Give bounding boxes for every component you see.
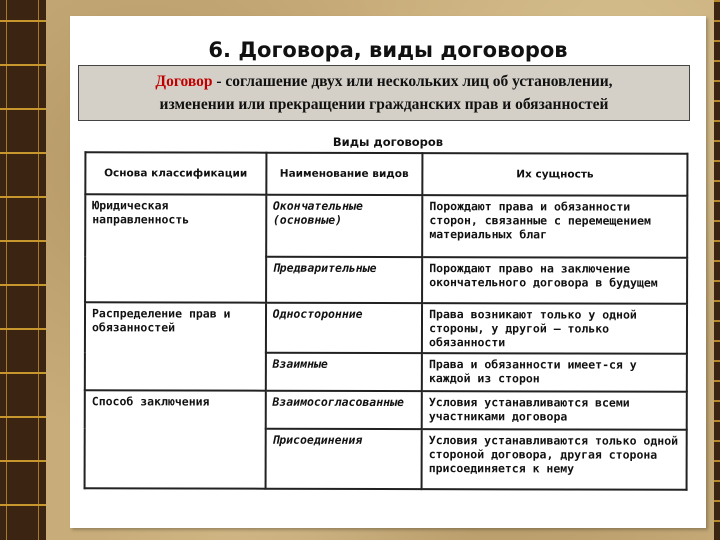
decorative-left-border bbox=[0, 0, 46, 540]
column-header-basis: Основа классификации bbox=[85, 152, 266, 194]
table-row bbox=[85, 194, 687, 258]
column-header-kind: Наименование видов bbox=[266, 153, 423, 195]
basis-cell: Юридическая направленность bbox=[85, 194, 266, 302]
basis-cell: Распределение прав и обязанностей bbox=[85, 302, 266, 390]
essence-cell: Условия устанавливаются только одной стороной договора, другая сторона присоединяется к нему bbox=[422, 429, 687, 490]
slide bbox=[70, 16, 706, 528]
definition-text-line1: - соглашение двух или нескольких лиц об установлении, bbox=[212, 73, 613, 90]
decorative-right-border bbox=[714, 0, 720, 540]
table-row bbox=[85, 302, 687, 354]
contract-types-table bbox=[84, 151, 689, 491]
table-row bbox=[85, 390, 687, 430]
essence-cell: Порождают права и обязанности сторон, связанные с перемещением материальных благ bbox=[422, 195, 687, 258]
kind-cell: Взаимосогласованные bbox=[265, 391, 422, 429]
essence-cell: Права и обязанности имеет-ся у каждой из сторон bbox=[422, 353, 687, 392]
definition-text-line2: изменении или прекращении гражданских прав и обязанностей bbox=[159, 96, 609, 113]
kind-cell: Окончательные (основные) bbox=[266, 195, 423, 257]
definition-term: Договор bbox=[155, 73, 213, 90]
column-header-essence: Их сущность bbox=[422, 153, 687, 196]
table-title: Виды договоров bbox=[332, 135, 444, 149]
table-header-row bbox=[85, 152, 687, 196]
kind-cell: Присоединения bbox=[265, 429, 422, 489]
essence-cell: Порождают право на заключение окончательного договора в будущем bbox=[422, 257, 687, 304]
kind-cell: Предварительные bbox=[266, 257, 423, 303]
kind-cell: Односторонние bbox=[266, 303, 423, 353]
kind-cell: Взаимные bbox=[265, 353, 422, 391]
basis-cell: Способ заключения bbox=[85, 390, 266, 488]
essence-cell: Права возникают только у одной стороны, у другой — только обязанности bbox=[422, 303, 687, 354]
slide-title: 6. Договора, виды договоров bbox=[208, 38, 568, 62]
essence-cell: Условия устанавливаются всеми участниками договора bbox=[422, 391, 687, 430]
definition-box bbox=[78, 65, 690, 121]
